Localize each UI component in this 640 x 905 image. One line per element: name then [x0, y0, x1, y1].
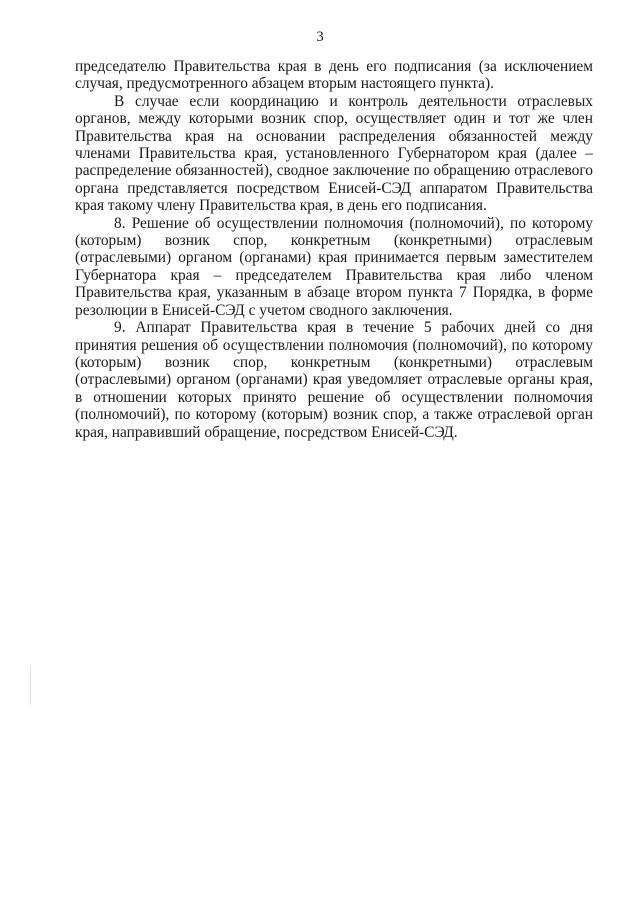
paragraph-item-9: 9. Аппарат Правительства края в течение 5 рабочих дней со дня принятия решения об осуществлении полномочия (полномочий), по которому (которым) возник спор, конкретным (конкретными) отраслевым (отраслевыми) органом (органами) края уведомляет отраслевые органы края, в отношении которых принято решение об осуществлении полномочия (полномочий), по которому (которым) возник спор, а также отраслевой орган края, направивший обращение, посредством Енисей-СЭД. [75, 319, 593, 441]
paragraph-same-member-case: В случае если координацию и контроль деятельности отраслевых органов, между которыми возник спор, осуществляет один и тот же член Правительства края на основании распределения обязанностей между членами Правительства края, установленного Губернатором края (далее – распределение обязанностей), сводное заключение по обращению отраслевого органа представляется посредством Енисей-СЭД аппаратом Правительства края такому члену Правительства края, в день его подписания. [75, 92, 593, 215]
page-number: 3 [316, 29, 324, 45]
paragraph-continuation: председателю Правительства края в день его подписания (за исключением случая, предусмотренного абзацем вторым настоящего пункта). [75, 58, 593, 93]
document-body [75, 58, 593, 441]
paragraph-item-8: 8. Решение об осуществлении полномочия (полномочий), по которому (которым) возник спор, конкретным (конкретными) отраслевым (отраслевыми) органом (органами) края принимается первым заместителем Губернатора края – председателем Правительства края либо членом Правительства края, указанным в абзаце втором пункта 7 Порядка, в форме резолюции в Енисей-СЭД с учетом сводного заключения. [75, 214, 593, 319]
scan-artifact-line [30, 665, 31, 705]
